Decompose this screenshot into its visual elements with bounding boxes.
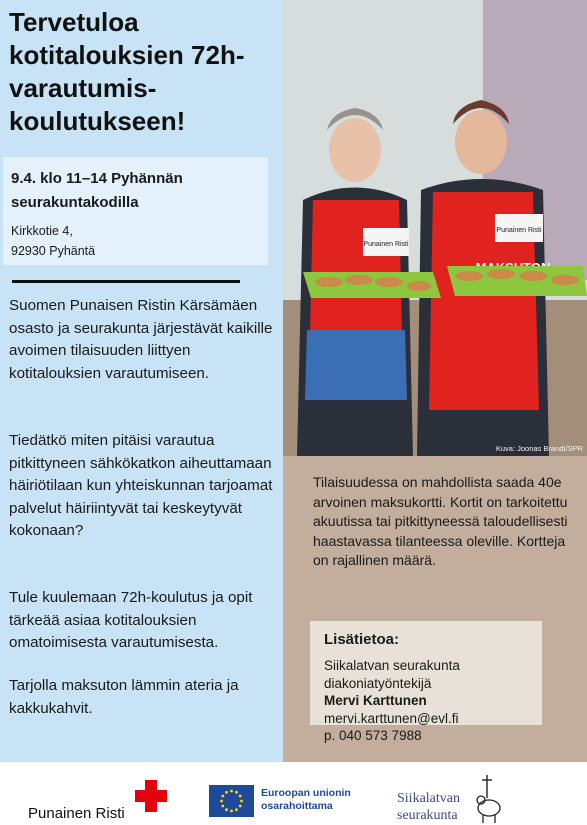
contact-org: Siikalatvan seurakunta [324, 658, 460, 673]
left-apron-label: Punainen Risti [363, 241, 409, 248]
right-person-face [455, 110, 507, 174]
contact-role: diakoniatyöntekijä [324, 675, 432, 691]
left-person-skirt [305, 330, 407, 400]
right-apron-label: Punainen Risti [496, 227, 542, 234]
event-postal: 92930 Pyhäntä [11, 244, 96, 258]
info-column [283, 456, 587, 762]
eu-flag-icon [209, 785, 254, 817]
contact-name: Mervi Karttunen [324, 693, 427, 708]
footer-logos [0, 762, 587, 825]
left-person-face [329, 118, 381, 182]
contact-box [310, 621, 542, 743]
left-column [0, 0, 283, 762]
question-paragraph: Tiedätkö miten pitäisi varautua pitkittyneen sähkökatkon aiheuttamaan häiriötilaan kun yhteiskunnan tarjoamat palvelut häiriintyvät tai keskeytyvät kokonaan? [9, 432, 273, 540]
divider [12, 280, 240, 283]
eu-logo-line1: Euroopan unionin [261, 787, 351, 799]
red-cross-logo [28, 778, 178, 820]
parish-logo-line2: seurakunta [397, 808, 458, 823]
parish-logo-line1: Siikalatvan [397, 791, 460, 806]
volunteers-photo [283, 0, 587, 456]
contact-title: Lisätietoa: [324, 631, 400, 648]
invite-paragraph: Tule kuulemaan 72h-koulutus ja opit tärkeää asiaa kotitalouksien omatoimisesta varautumisesta. [9, 589, 253, 652]
eu-logo-text [261, 787, 351, 813]
parish-logo-text [397, 790, 460, 824]
event-datetime-location: 9.4. klo 11–14 Pyhännän seurakuntakodilla [11, 170, 183, 211]
contact-email[interactable]: mervi.karttunen@evl.fi [324, 710, 459, 726]
event-details-box [3, 157, 268, 265]
event-address [11, 221, 260, 261]
payment-card-info: Tilaisuudessa on mahdollista saada 40e arvoinen maksukortti. Kortit on tarkoitettu akuutissa tai pitkittyneessä taloudellisesti haastavassa tilanteessa oleville. Kortteja on rajallinen määrä. [313, 474, 568, 568]
lamb-icon [471, 774, 505, 824]
photo-credit: Kuva: Joonas Brandt/SPR [495, 444, 583, 453]
contact-phone[interactable]: p. 040 573 7988 [324, 728, 422, 743]
photo-illustration [283, 0, 587, 456]
red-cross-logo-text: Punainen Risti [28, 805, 125, 822]
eu-logo-line2: osarahoittama [261, 800, 333, 812]
event-street: Kirkkotie 4, [11, 224, 73, 238]
red-cross-icon [133, 778, 169, 814]
eu-logo [209, 782, 369, 822]
intro-paragraph: Suomen Punaisen Ristin Kärsämäen osasto ja seurakunta järjestävät kaikille avoimen tilaisuuden liittyen kotitalouksien varautumiseen. [9, 297, 273, 382]
meal-paragraph: Tarjolla maksuton lämmin ateria ja kakkukahvit. [9, 677, 239, 717]
page-title: Tervetuloa kotitalouksien 72h-varautumis-koulutukseen! [9, 7, 245, 136]
parish-logo [397, 774, 507, 824]
